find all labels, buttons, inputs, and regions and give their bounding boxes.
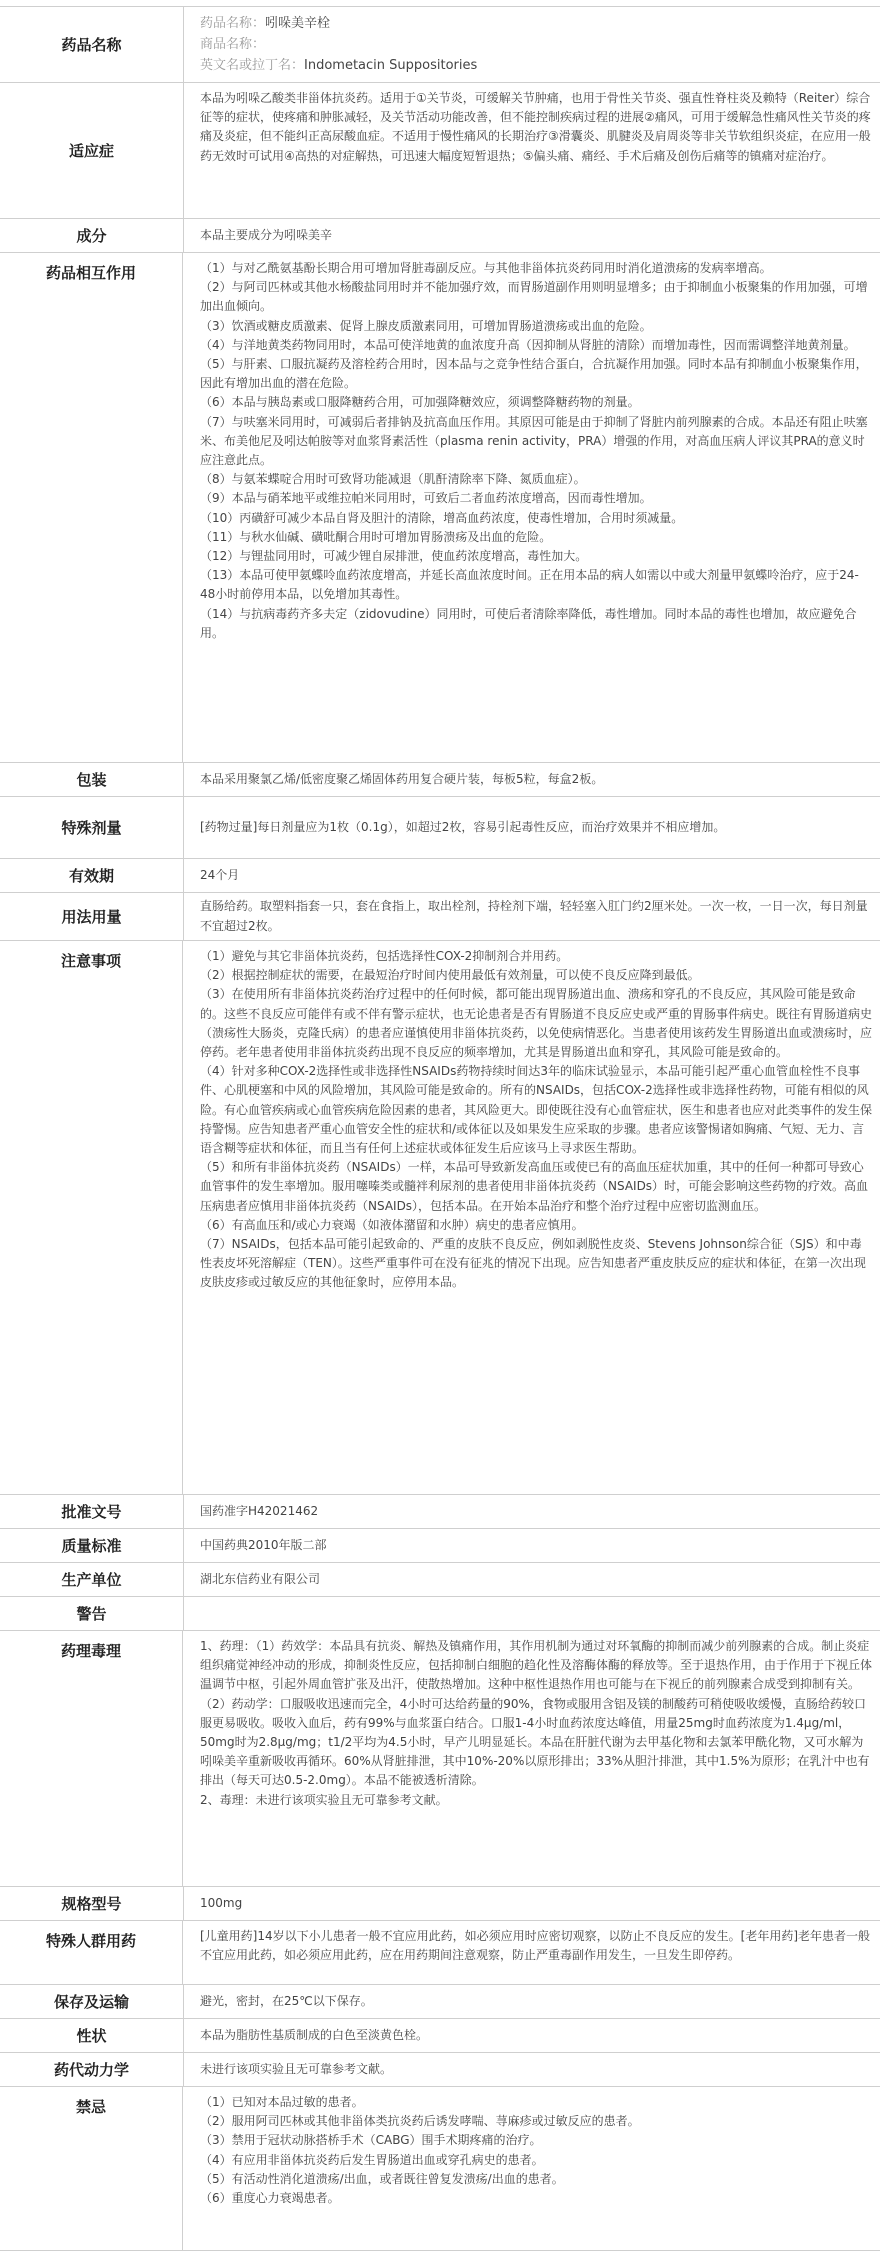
label-manufacturer: 生产单位: [0, 1563, 184, 1596]
row-expiry: [0, 858, 880, 892]
row-drug-name: [0, 6, 880, 82]
contraindication-item: （6）重度心力衰竭患者。: [200, 2191, 340, 2206]
precaution-item: （1）避免与其它非甾体抗炎药，包括选择性COX-2抑制剂合并用药。: [200, 949, 569, 963]
label-pharmacology: 药理毒理: [0, 1631, 183, 1886]
row-specification: [0, 1886, 880, 1920]
approval-text: 国药准字H42021462: [200, 1503, 319, 1518]
special-populations-text: [儿童用药]14岁以下小儿患者一般不宜应用此药，如必须应用时应密切观察，以防止不良反应的发生。[老年用药]老年患者一般不宜应用此药，如必须应用此药，应在用药期间注意观察，防止严重毒副作用发生，一旦发生即停药。: [200, 1929, 871, 1963]
precaution-item: （2）根据控制症状的需要，在最短治疗时间内使用最低有效剂量，可以使不良反应降到最低。: [200, 968, 700, 983]
interaction-item: （2）与阿司匹林或其他水杨酸盐同用时并不能加强疗效，而胃肠道副作用则明显增多；由于抑制血小板聚集的作用加强，可增加出血倾向。: [200, 280, 868, 314]
expiry-text: 24个月: [200, 867, 240, 882]
pharmacology-text: 1、药理：（1）药效学：本品具有抗炎、解热及镇痛作用，其作用机制为通过对环氧酶的抑制而减少前列腺素的合成。制止炎症组织痛觉神经冲动的形成，抑制炎性反应，包括抑制白细胞的趋化性及溶酶体酶的释放等。至于退热作用，由于作用于下视丘体温调节中枢，引起外周血管扩张及出汗，使散热增加。这种中枢性退热作用也可能与在下视丘的前列腺素合成受到抑制有关。 （2）药动学：口服吸收迅速而完全，4小时可达给药量的90%，食物或服用含铝及镁的制酸药可稍使吸收缓慢，直肠给药较口服更易吸收。吸收入血后，药有99%与血浆蛋白结合。口服1-4小时血药浓度达峰值，用量25mg时血药浓度为1.4μg/ml，50mg时为2.8μg/mg；t1/2平均为4.5小时，早产儿明显延长。本品在肝脏代谢为去甲基化物和去氯苯甲酰化物，又可水解为吲哚美辛重新吸收再循环。60%从肾脏排泄，其中10%-20%以原形排出；33%从胆汁排泄，其中1.5%为原形；在乳汁中也有排出（每天可达0.5-2.0mg）。本品不能被透析清除。 2、毒理：未进行该项实验且无可靠参考文献。: [200, 1639, 872, 1807]
interaction-item: （9）本品与硝苯地平或维拉帕米同用时，可致后二者血药浓度增高，因而毒性增加。: [200, 491, 652, 506]
label-usage: 用法用量: [0, 893, 184, 940]
special-dosage-text: [药物过量]每日剂量应为1枚（0.1g），如超过2枚，容易引起毒性反应，而治疗效果并不相应增加。: [200, 819, 726, 834]
interaction-item: （8）与氨苯蝶啶合用时可致肾功能减退（肌酐清除率下降、氮质血症）。: [200, 472, 586, 487]
interaction-item: （12）与锂盐同用时，可减少锂自尿排泄，使血药浓度增高，毒性加大。: [200, 549, 588, 564]
storage-text: 避光，密封，在25℃以下保存。: [200, 1993, 373, 2008]
row-packaging: [0, 762, 880, 796]
label-warning: 警告: [0, 1597, 184, 1630]
precautions-list: [200, 941, 872, 1494]
interaction-item: （6）本品与胰岛素或口服降糖药合用，可加强降糖效应，须调整降糖药物的剂量。: [200, 395, 640, 410]
row-manufacturer: [0, 1562, 880, 1596]
interaction-item: （3）饮酒或糖皮质激素、促肾上腺皮质激素同用，可增加胃肠道溃疡或出血的危险。: [200, 318, 652, 333]
interaction-item: （5）与肝素、口服抗凝药及溶栓药合用时，因本品与之竞争性结合蛋白，合抗凝作用加强。同时本品有抑制血小板聚集作用，因此有增加出血的潜在危险。: [200, 357, 868, 391]
row-ingredients: [0, 218, 880, 252]
row-approval: [0, 1494, 880, 1528]
ingredients-text: 本品主要成分为吲哚美辛: [200, 227, 333, 242]
contraindication-item: （3）禁用于冠状动脉搭桥手术（CABG）围手术期疼痛的治疗。: [200, 2133, 542, 2148]
label-ingredients: 成分: [0, 219, 184, 252]
label-precautions: 注意事项: [0, 941, 183, 1494]
contraindication-item: （4）有应用非甾体抗炎药后发生胃肠道出血或穿孔病史的患者。: [200, 2152, 544, 2167]
row-interactions: [0, 252, 880, 762]
usage-text: 直肠给药。取塑料指套一只，套在食指上，取出栓剂，持栓剂下端，轻轻塞入肛门约2厘米处。一次一枚，一日一次，每日剂量不宜超过2枚。: [200, 899, 868, 933]
label-expiry: 有效期: [0, 859, 184, 892]
interaction-item: （10）丙磺舒可减少本品自肾及胆汁的清除，增高血药浓度，使毒性增加，合用时须减量。: [200, 510, 684, 525]
interactions-list: [200, 253, 872, 762]
row-precautions: [0, 940, 880, 1494]
row-storage: [0, 1984, 880, 2018]
precaution-item: （5）和所有非甾体抗炎药（NSAIDs）一样，本品可导致新发高血压或使已有的高血压症状加重，其中的任何一种都可导致心血管事件的发生率增加。服用噻嗪类或髓袢利尿剂的患者使用非甾体抗炎药（NSAIDs）时，可能会影响这些药物的疗效。高血压病患者应慎用非甾体抗炎药（NSAIDs），包括本品。在开始本品治疗和整个治疗过程中应密切监测血压。: [200, 1160, 869, 1213]
contraindication-item: （5）有活动性消化道溃疡/出血，或者既往曾复发溃疡/出血的患者。: [200, 2171, 564, 2186]
label-contraindications: 禁忌: [0, 2087, 183, 2250]
label-special-dosage: 特殊剂量: [0, 797, 184, 858]
appearance-text: 本品为脂肪性基质制成的白色至淡黄色栓。: [200, 2027, 429, 2042]
row-pharmacokinetics: [0, 2052, 880, 2086]
label-appearance: 性状: [0, 2019, 184, 2052]
standard-text: 中国药典2010年版二部: [200, 1537, 327, 1552]
label-approval: 批准文号: [0, 1495, 184, 1528]
row-usage: [0, 892, 880, 940]
contraindication-item: （2）服用阿司匹林或其他非甾体类抗炎药后诱发哮喘、荨麻疹或过敏反应的患者。: [200, 2114, 640, 2129]
row-warning: [0, 1596, 880, 1630]
label-standard: 质量标准: [0, 1529, 184, 1562]
label-storage: 保存及运输: [0, 1985, 184, 2018]
row-standard: [0, 1528, 880, 1562]
manufacturer-text: 湖北东信药业有限公司: [200, 1571, 321, 1586]
drug-name-value: 药品名称：吲哚美辛栓 商品名称： 英文名或拉丁名：Indometacin Suppositories: [200, 16, 478, 73]
label-indications: 适应症: [0, 83, 184, 218]
precaution-item: （3）在使用所有非甾体抗炎药治疗过程中的任何时候，都可能出现胃肠道出血、溃疡和穿孔的不良反应，其风险可能是致命的。这些不良反应可能伴有或不伴有警示症状，也无论患者是否有胃肠道不良反应史或严重的胃肠事件病史。既往有胃肠道病史（溃疡性大肠炎，克隆氏病）的患者应谨慎使用非甾体抗炎药，以免使病情恶化。当患者使用该药发生胃肠道出血或溃疡时，应停药。老年患者使用非甾体抗炎药出现不良反应的频率增加，尤其是胃肠道出血和穿孔，其风险可能是致命的。: [200, 987, 872, 1060]
specification-text: 100mg: [200, 1895, 243, 1910]
interaction-item: （7）与呋塞米同用时，可减弱后者排钠及抗高血压作用。其原因可能是由于抑制了肾脏内前列腺素的合成。本品还有阻止呋塞米、布美他尼及吲达帕胺等对血浆肾素活性（plasma renin activity，PRA）增强的作用，对高血压病人评议其PRA的意义时应注意此点。: [200, 414, 868, 468]
precaution-item: （6）有高血压和/或心力衰竭（如液体潴留和水肿）病史的患者应慎用。: [200, 1217, 584, 1232]
interaction-item: （11）与秋水仙碱、磺吡酮合用时可增加胃肠溃疡及出血的危险。: [200, 529, 552, 544]
interaction-item: （4）与洋地黄类药物同用时，本品可使洋地黄的血浓度升高（因抑制从肾脏的清除）而增加毒性，因而需调整洋地黄剂量。: [200, 337, 856, 352]
interaction-item: （1）与对乙酰氨基酚长期合用可增加肾脏毒副反应。与其他非甾体抗炎药同用时消化道溃疡的发病率增高。: [200, 261, 772, 275]
table-bottom-border: [0, 2250, 880, 2251]
packaging-text: 本品采用聚氯乙烯/低密度聚乙烯固体药用复合硬片装，每板5粒，每盒2板。: [200, 771, 604, 786]
label-interactions: 药品相互作用: [0, 253, 183, 762]
precaution-item: （4）针对多种COX-2选择性或非选择性NSAIDs药物持续时间达3年的临床试验显示，本品可能引起严重心血管血栓性不良事件、心肌梗塞和中风的风险增加，其风险可能是致命的。所有的NSAIDs，包括COX-2选择性或非选择性药物，可能有相似的风险。有心血管疾病或心血管疾病危险因素的患者，其风险更大。即使既往没有心血管症状，医生和患者也应对此类事件的发生保持警惕。应告知患者严重心血管安全性的症状和/或体征以及如果发生应采取的步骤。患者应该警惕诸如胸痛、气短、无力、言语含糊等症状和体征，而且当有任何上述症状或体征发生后应该马上寻求医生帮助。: [200, 1064, 872, 1156]
precaution-item: （7）NSAIDs，包括本品可能引起致命的、严重的皮肤不良反应，例如剥脱性皮炎、Stevens Johnson综合征（SJS）和中毒性表皮坏死溶解症（TEN）。这些严重事件可在没有征兆的情况下出现。应告知患者严重皮肤反应的症状和体征，在第一次出现皮肤皮疹或过敏反应的其他征象时，应停用本品。: [200, 1237, 866, 1290]
label-special-populations: 特殊人群用药: [0, 1921, 183, 1984]
label-pharmacokinetics: 药代动力学: [0, 2053, 184, 2086]
row-special-populations: [0, 1920, 880, 1984]
label-packaging: 包装: [0, 763, 184, 796]
row-appearance: [0, 2018, 880, 2052]
warning-text: [200, 1597, 872, 1630]
row-special-dosage: [0, 796, 880, 858]
interaction-item: （14）与抗病毒药齐多夫定（zidovudine）同用时，可使后者清除率降低，毒性增加。同时本品的毒性也增加，故应避免合用。: [200, 606, 857, 640]
interaction-item: （13）本品可使甲氨蝶呤血药浓度增高，并延长高血浓度时间。正在用本品的病人如需以中或大剂量甲氨蝶呤治疗，应于24-48小时前停用本品，以免增加其毒性。: [200, 568, 859, 602]
pharmacokinetics-text: 未进行该项实验且无可靠参考文献。: [200, 2061, 393, 2076]
row-pharmacology: [0, 1630, 880, 1886]
row-indications: [0, 82, 880, 218]
label-specification: 规格型号: [0, 1887, 184, 1920]
indications-text: 本品为吲哚乙酸类非甾体抗炎药。适用于①关节炎，可缓解关节肿痛，也用于骨性关节炎、强直性脊柱炎及赖特（Reiter）综合征等的症状，使疼痛和肿胀减轻，及关节活动功能改善，但不能控制疾病过程的进展②痛风，可用于缓解急性痛风性关节炎的疼痛及炎症，但不能纠正高尿酸血症。不适用于慢性痛风的长期治疗③滑囊炎、肌腱炎及肩周炎等非关节软组织炎症，在应用一般药无效时可试用④高热的对症解热，可迅速大幅度短暂退热；⑤偏头痛、痛经、手术后痛及创伤后痛等的镇痛对症治疗。: [200, 91, 871, 163]
row-contraindications: [0, 2086, 880, 2250]
contraindications-list: [200, 2087, 872, 2250]
label-drug-name: 药品名称: [0, 7, 184, 82]
contraindication-item: （1）已知对本品过敏的患者。: [200, 2095, 364, 2109]
